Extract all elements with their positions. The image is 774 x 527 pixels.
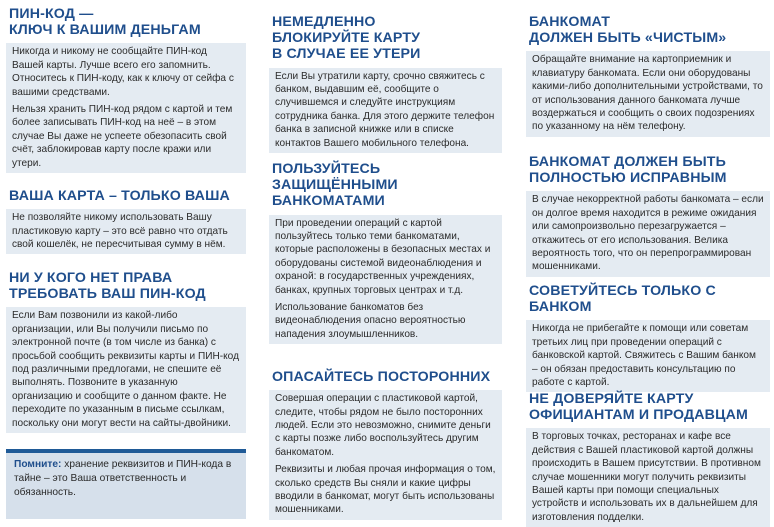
section-title: НИ У КОГО НЕТ ПРАВА ТРЕБОВАТЬ ВАШ ПИН-КОД: [9, 270, 206, 303]
section-beware-strangers: [269, 369, 502, 520]
section-title: ПОЛЬЗУЙТЕСЬ ЗАЩИЩЁННЫМИ БАНКОМАТАМИ: [272, 161, 398, 210]
section-body: Если Вам позвонили из какой-либо организации, или Вы получили письмо по электронной почте (в том числе из банка) с просьбой сообщить реквизиты карты и ПИН-код под различными предлогами, не спешите её выполнять. Позвоните в указанную организацию и сообщите о данном факте. Не переходите по указанным в письме ссылкам, поскольку они могут вести на сайты-двойники.: [6, 307, 246, 433]
section-title: ПИН-КОД — КЛЮЧ К ВАШИМ ДЕНЬГАМ: [9, 6, 201, 39]
section-no-right: [6, 270, 246, 433]
section-body: Если Вы утратили карту, срочно свяжитесь с банком, выдавшим её, сообщите о случившемся и следуйте инструкциям сотрудника банка. Для этого держите телефон банка в записной книжке или в списке контактов Вашего мобильного телефона.: [269, 68, 502, 153]
section-body: Никогда и никому не сообщайте ПИН-код Вашей карты. Лучше всего его запомнить. Относитесь к ПИН-коду, как к ключу от сейфа с вашими средствами. Нельзя хранить ПИН-код рядом с картой и тем более записывать ПИН-код на неё – в этом случае Вы даже не успеете обезопасить свой счёт, заблокировав карту после кражи или утери.: [6, 43, 246, 173]
reminder-note: Помните: хранение реквизитов и ПИН-кода в тайне – это Ваша ответственность и обязанность.: [6, 449, 246, 519]
section-title: СОВЕТУЙТЕСЬ ТОЛЬКО С БАНКОМ: [529, 283, 716, 316]
section-clean-atm: [526, 14, 770, 137]
section-title: НЕМЕДЛЕННО БЛОКИРУЙТЕ КАРТУ В СЛУЧАЕ ЕЕ УТЕРИ: [272, 14, 421, 63]
section-body: Никогда не прибегайте к помощи или советам третьих лиц при проведении операций с банковской картой. Свяжитесь с Вашим банком – он обязан предоставить консультацию по работе с картой.: [526, 320, 770, 392]
section-consult-bank: [526, 283, 770, 392]
section-pin-key: [6, 6, 246, 173]
section-working-atm: [526, 154, 770, 277]
section-body: Совершая операции с пластиковой картой, следите, чтобы рядом не было посторонних людей. Если это невозможно, снимите деньги с карты позже либо воспользуйтесь другим банкоматом. Реквизиты и любая прочая информация о том, сколько средств Вы сняли и какие цифры вводили в банкомат, могут быть использованы мошенниками.: [269, 390, 502, 520]
section-your-card: [6, 188, 246, 254]
section-block-card: [269, 14, 502, 153]
section-body: В случае некорректной работы банкомата – если он долгое время находится в режиме ожидания или самопроизвольно перезагружается – откажитесь от его использования. Велика вероятность того, что он перепрограммирован мошенниками.: [526, 191, 770, 276]
section-title: ОПАСАЙТЕСЬ ПОСТОРОННИХ: [272, 369, 491, 385]
section-body: В торговых точках, ресторанах и кафе все действия с Вашей пластиковой картой должны происходить в Вашем присутствии. В противном случае мошенники могут получить реквизиты Вашей карты при помощи специальных устройств и использовать их в дальнейшем для изготовления подделки.: [526, 428, 770, 527]
section-body: При проведении операций с картой пользуйтесь только теми банкоматами, которые расположены в безопасных местах и оборудованы системой видеонаблюдения и охраной: в государственных учреждениях, банках, крупных торговых центрах и т.д. Использование банкоматов без видеонаблюдения опасно вероятностью нападения злоумышленников.: [269, 215, 502, 345]
section-title: БАНКОМАТ ДОЛЖЕН БЫТЬ ПОЛНОСТЬЮ ИСПРАВНЫМ: [529, 154, 727, 187]
section-body: Обращайте внимание на картоприемник и клавиатуру банкомата. Если они оборудованы какими-либо дополнительными устройствами, то от использования данного банкомата лучше воздержаться и сообщить о своих подозрениях по указанному на нём телефону.: [526, 51, 770, 136]
section-title: БАНКОМАТ ДОЛЖЕН БЫТЬ «ЧИСТЫМ»: [529, 14, 727, 47]
section-protected-atms: [269, 161, 502, 344]
section-title: ВАША КАРТА – ТОЛЬКО ВАША: [9, 188, 230, 204]
section-body: Не позволяйте никому использовать Вашу пластиковую карту – это всё равно что отдать свой кошелёк, не пересчитывая сумму в нём.: [6, 209, 246, 254]
section-title: НЕ ДОВЕРЯЙТЕ КАРТУ ОФИЦИАНТАМ И ПРОДАВЦАМ: [529, 391, 748, 424]
